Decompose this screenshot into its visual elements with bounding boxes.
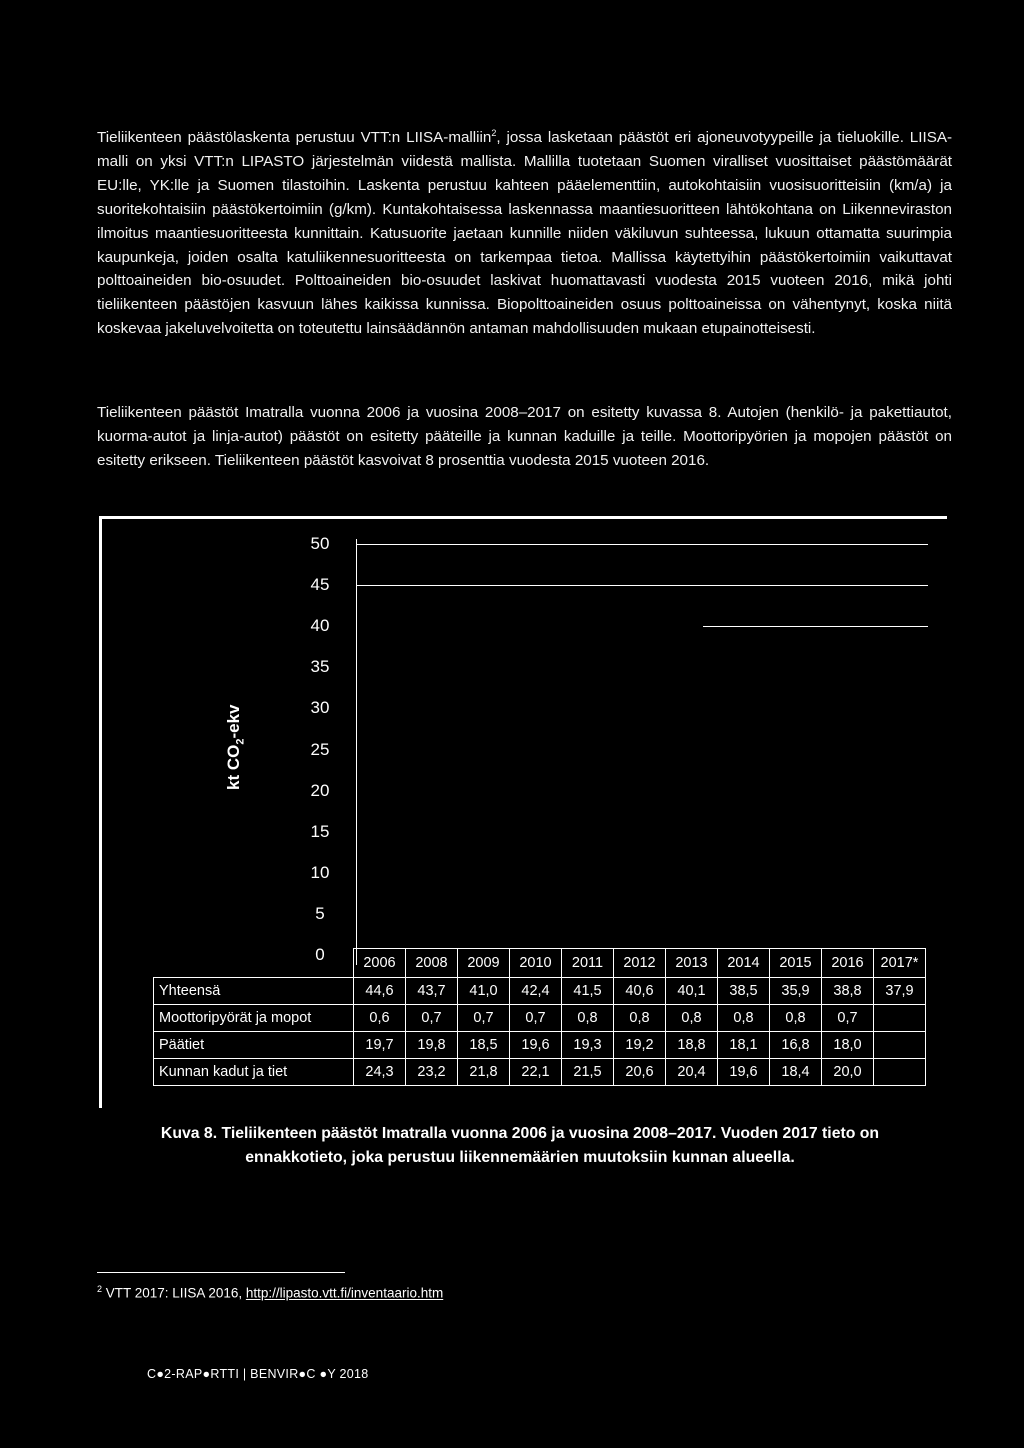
y-axis-label-tail: -ekv bbox=[224, 704, 243, 739]
table-row bbox=[154, 1059, 926, 1086]
data-cell: 19,8 bbox=[406, 1032, 458, 1059]
gridline bbox=[356, 585, 928, 586]
data-cell: 0,7 bbox=[822, 1005, 874, 1032]
table-row bbox=[154, 1032, 926, 1059]
data-cell: 0,6 bbox=[354, 1005, 406, 1032]
series-label: Yhteensä bbox=[154, 978, 354, 1005]
data-cell: 0,7 bbox=[510, 1005, 562, 1032]
table-row bbox=[154, 978, 926, 1005]
year-header: 2010 bbox=[510, 949, 562, 978]
y-axis-label bbox=[224, 705, 246, 791]
footnote-divider bbox=[97, 1272, 345, 1273]
data-cell: 44,6 bbox=[354, 978, 406, 1005]
data-cell: 22,1 bbox=[510, 1059, 562, 1086]
year-header: 2011 bbox=[562, 949, 614, 978]
series-label: Moottoripyörät ja mopot bbox=[154, 1005, 354, 1032]
data-cell: 0,7 bbox=[406, 1005, 458, 1032]
year-header: 2014 bbox=[718, 949, 770, 978]
figure-intro-paragraph: Tieliikenteen päästöt Imatralla vuonna 2006 ja vuosina 2008–2017 on esitetty kuvassa 8. Autojen (henkilö- ja pakettiautot, kuorma-autot ja linja-autot) päästöt on esitetty pääteille ja kunnan kaduille ja teille. Moottoripyörien ja mopojen päästöt on esitetty erikseen. Tieliikenteen päästöt kasvoivat 8 prosenttia vuodesta 2015 vuoteen 2016. bbox=[97, 404, 952, 469]
intro-text-a: Tieliikenteen päästölaskenta perustuu VTT:n LIISA-malliin bbox=[97, 129, 492, 146]
year-header: 2013 bbox=[666, 949, 718, 978]
data-cell: 42,4 bbox=[510, 978, 562, 1005]
figure-caption: Kuva 8. Tieliikenteen päästöt Imatralla vuonna 2006 ja vuosina 2008–2017. Vuoden 2017 tieto on ennakkotieto, joka perustuu liikennemäärien muutoksiin kunnan alueella. bbox=[160, 1125, 880, 1166]
data-cell: 18,4 bbox=[770, 1059, 822, 1086]
intro-text-b: , jossa lasketaan päästöt eri ajoneuvotyypeille ja tieluokille. LIISA-malli on yksi VTT:n LIPASTO järjestelmän viidestä mallista. Mallilla tuotetaan Suomen viralliset vuosittaiset päästömäärät EU:lle, YK:lle ja Suomen tilastoihin. Laskenta perustuu kahteen pääelementtiin, autokohtaisiin vuosisuoritteisiin (km/a) ja suoritekohtaisiin päästökertoimiin (g/km). Kuntakohtaisessa laskennassa maantiesuoritteen lähtökohtana on Liikenneviraston ilmoitus maantiesuoritteesta kunnittain. Katusuorite jaetaan kunnille niiden väkiluvun suhteessa, lukuun ottamatta suurimpia kaupunkeja, joiden osalta katuliikennesuoritteesta on tarkempaa tietoa. Mallissa käytettyihin päästökertoimiin vaikuttavat polttoaineiden bio-osuudet. Polttoaineiden bio-osuudet laskivat huomattavasti vuodesta 2015 vuoteen 2016, mikä johti tieliikenteen päästöjen kasvuun lähes kaikissa kunnissa. Biopolttoaineiden osuus polttoaineissa on vähentynyt, koska niitä koskevaa jakeluvelvoitetta on toteutettu lainsäädännön antaman mahdollisuuden mukaan etupainotteisesti. bbox=[97, 129, 953, 338]
data-cell: 19,6 bbox=[718, 1059, 770, 1086]
y-tick-label: 5 bbox=[315, 903, 325, 923]
y-tick-label: 0 bbox=[315, 945, 325, 964]
data-cell: 20,0 bbox=[822, 1059, 874, 1086]
data-cell: 41,0 bbox=[458, 978, 510, 1005]
data-cell: 18,8 bbox=[666, 1032, 718, 1059]
series-label: Kunnan kadut ja tiet bbox=[154, 1059, 354, 1086]
data-cell bbox=[874, 1005, 926, 1032]
y-axis-label-sub: 2 bbox=[234, 738, 247, 745]
y-tick-label: 20 bbox=[310, 780, 330, 800]
data-cell bbox=[874, 1032, 926, 1059]
data-cell bbox=[874, 1059, 926, 1086]
data-cell: 0,8 bbox=[666, 1005, 718, 1032]
y-tick-label: 45 bbox=[310, 575, 330, 595]
y-tick-label: 15 bbox=[310, 821, 330, 841]
gridline bbox=[703, 626, 928, 627]
table-corner bbox=[154, 949, 354, 978]
y-tick-label: 10 bbox=[310, 862, 330, 882]
data-cell: 20,4 bbox=[666, 1059, 718, 1086]
year-header: 2012 bbox=[614, 949, 666, 978]
data-cell: 0,7 bbox=[458, 1005, 510, 1032]
data-cell: 18,1 bbox=[718, 1032, 770, 1059]
y-axis-label-main: kt CO bbox=[224, 744, 243, 790]
data-cell: 16,8 bbox=[770, 1032, 822, 1059]
data-cell: 35,9 bbox=[770, 978, 822, 1005]
data-cell: 18,5 bbox=[458, 1032, 510, 1059]
year-header: 2009 bbox=[458, 949, 510, 978]
year-header: 2008 bbox=[406, 949, 458, 978]
y-tick-label: 35 bbox=[310, 657, 330, 677]
footnote-text: VTT 2017: LIISA 2016, bbox=[102, 1285, 246, 1301]
data-cell: 40,6 bbox=[614, 978, 666, 1005]
y-tick-label: 30 bbox=[310, 698, 330, 718]
chart-data-table bbox=[153, 948, 926, 1086]
data-cell: 19,6 bbox=[510, 1032, 562, 1059]
data-cell: 21,8 bbox=[458, 1059, 510, 1086]
year-header: 2015 bbox=[770, 949, 822, 978]
data-cell: 37,9 bbox=[874, 978, 926, 1005]
data-cell: 38,8 bbox=[822, 978, 874, 1005]
data-cell: 20,6 bbox=[614, 1059, 666, 1086]
y-tick-label: 50 bbox=[310, 534, 330, 553]
data-cell: 19,3 bbox=[562, 1032, 614, 1059]
intro-paragraph bbox=[97, 126, 952, 341]
year-header: 2017* bbox=[874, 949, 926, 978]
data-cell: 18,0 bbox=[822, 1032, 874, 1059]
footnote-link[interactable]: http://lipasto.vtt.fi/inventaario.htm bbox=[245, 1285, 444, 1301]
table-row bbox=[154, 1005, 926, 1032]
y-tick-label: 40 bbox=[310, 616, 330, 636]
data-cell: 40,1 bbox=[666, 978, 718, 1005]
data-cell: 0,8 bbox=[770, 1005, 822, 1032]
data-cell: 19,7 bbox=[354, 1032, 406, 1059]
data-cell: 0,8 bbox=[614, 1005, 666, 1032]
footnote-mark: 2 bbox=[97, 1284, 103, 1294]
footnote-ref: 2 bbox=[491, 127, 497, 138]
data-cell: 24,3 bbox=[354, 1059, 406, 1086]
footnote bbox=[97, 1284, 443, 1301]
gridline bbox=[356, 544, 928, 545]
year-header: 2016 bbox=[822, 949, 874, 978]
page-footer: C●2-RAP●RTTI | BENVIR●C ●Y 2018 bbox=[147, 1367, 369, 1381]
y-tick-label: 25 bbox=[310, 739, 330, 759]
year-header: 2006 bbox=[354, 949, 406, 978]
data-cell: 0,8 bbox=[718, 1005, 770, 1032]
data-cell: 19,2 bbox=[614, 1032, 666, 1059]
data-cell: 38,5 bbox=[718, 978, 770, 1005]
series-label: Päätiet bbox=[154, 1032, 354, 1059]
data-cell: 21,5 bbox=[562, 1059, 614, 1086]
data-cell: 43,7 bbox=[406, 978, 458, 1005]
data-cell: 0,8 bbox=[562, 1005, 614, 1032]
plot-area-left-edge bbox=[356, 539, 357, 965]
data-cell: 23,2 bbox=[406, 1059, 458, 1086]
data-cell: 41,5 bbox=[562, 978, 614, 1005]
